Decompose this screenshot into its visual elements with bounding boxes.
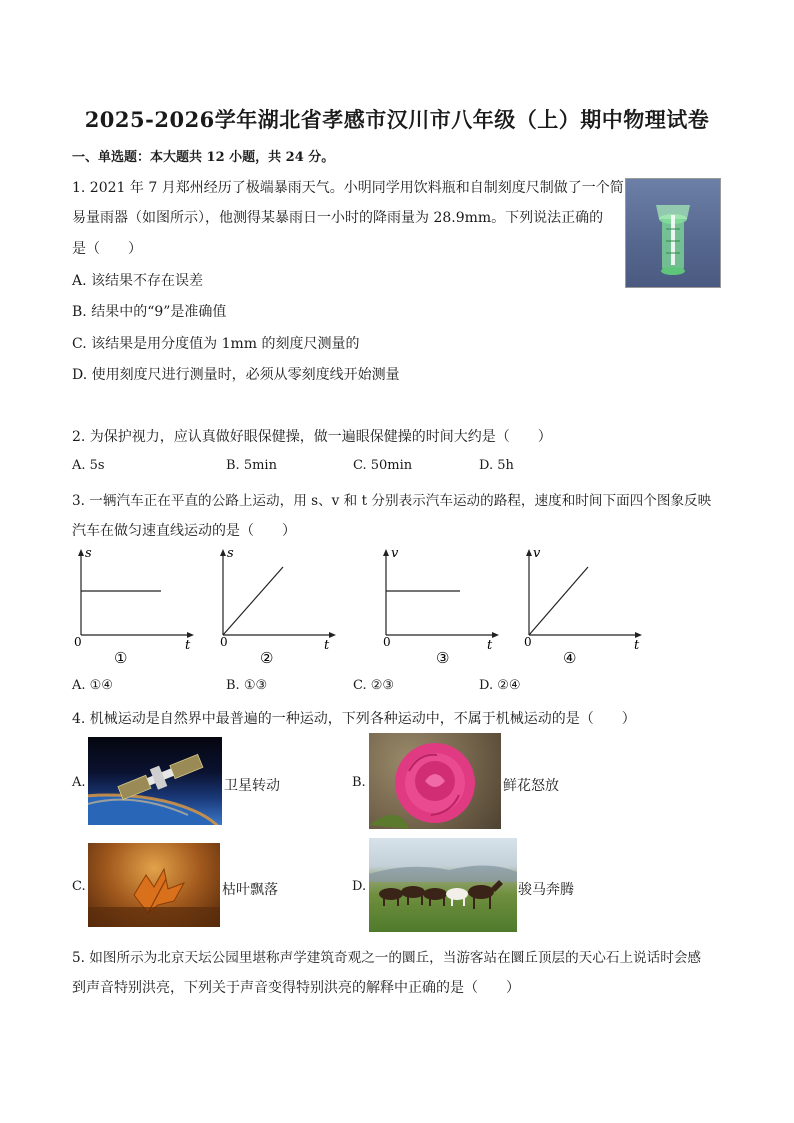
graph-1-x-label: t xyxy=(185,638,191,653)
flower-photo xyxy=(369,733,501,829)
q2-option-d: D. 5h xyxy=(479,458,514,473)
q3-option-c: C. ②③ xyxy=(353,678,395,693)
q2-option-a: A. 5s xyxy=(72,458,105,473)
q1-option-d: D. 使用刻度尺进行测量时，必须从零刻度线开始测量 xyxy=(72,367,400,383)
q3-stem-line1: 3. 一辆汽车正在平直的公路上运动，用 s、v 和 t 分别表示汽车运动的路程，速度和时间下面四个图象反映 xyxy=(72,493,712,509)
q1-stem-line1: 1. 2021 年 7 月郑州经历了极端暴雨天气。小明同学用饮料瓶和自制刻度尺制做了一个简 xyxy=(72,180,624,196)
graph-2-y-label: s xyxy=(227,546,234,561)
q5-stem-line2: 到声音特别洪亮，下列关于声音变得特别洪亮的解释中正确的是（ ） xyxy=(72,980,520,996)
graph-4-y-label: v xyxy=(533,546,541,561)
graph-3-caption: ③ xyxy=(436,649,450,667)
graph-4-vt-diagonal xyxy=(518,543,648,671)
graph-4-caption: ④ xyxy=(563,649,577,667)
q1-option-a: A. 该结果不存在误差 xyxy=(72,273,204,289)
q4-option-b-text: 鲜花怒放 xyxy=(503,778,559,794)
q2-option-c: C. 50min xyxy=(353,458,413,473)
graph-1-y-label: s xyxy=(85,546,92,561)
graph-4-origin: 0 xyxy=(524,635,532,649)
graph-3-x-label: t xyxy=(487,638,493,653)
q3-stem-line2: 汽车在做匀速直线运动的是（ ） xyxy=(72,523,296,539)
q4-stem: 4. 机械运动是自然界中最普遍的一种运动，下列各种运动中，不属于机械运动的是（ ） xyxy=(72,711,636,727)
q4-option-a-text: 卫星转动 xyxy=(224,778,280,794)
q2-option-b: B. 5min xyxy=(226,458,277,473)
graph-3-y-label: v xyxy=(391,546,399,561)
q3-option-d: D. ②④ xyxy=(479,678,521,693)
q4-option-d-letter: D. xyxy=(352,879,367,894)
graph-1-st-horizontal xyxy=(70,543,200,671)
leaf-photo xyxy=(88,843,220,927)
q1-option-b: B. 结果中的“9”是准确值 xyxy=(72,304,227,320)
q4-option-a-letter: A. xyxy=(72,775,86,790)
q2-stem: 2. 为保护视力，应认真做好眼保健操，做一遍眼保健操的时间大约是（ ） xyxy=(72,429,552,445)
q4-option-d-text: 骏马奔腾 xyxy=(518,882,574,898)
satellite-photo xyxy=(88,737,222,825)
q3-option-b: B. ①③ xyxy=(226,678,268,693)
section-heading: 一、单选题：本大题共 12 小题，共 24 分。 xyxy=(72,150,335,165)
graph-2-st-diagonal xyxy=(212,543,342,671)
rain-gauge-photo xyxy=(625,178,721,288)
q4-option-c-text: 枯叶飘落 xyxy=(222,882,278,898)
graph-1-caption: ① xyxy=(114,649,128,667)
horses-photo xyxy=(369,838,517,932)
graph-2-origin: 0 xyxy=(220,635,228,649)
graph-2-caption: ② xyxy=(260,649,274,667)
graph-3-vt-horizontal xyxy=(375,543,505,671)
q1-option-c: C. 该结果是用分度值为 1mm 的刻度尺测量的 xyxy=(72,336,360,352)
graph-1-origin: 0 xyxy=(74,635,82,649)
graph-2-x-label: t xyxy=(324,638,330,653)
q1-stem-line2: 易量雨器（如图所示），他测得某暴雨日一小时的降雨量为 28.9mm。下列说法正确的 xyxy=(72,210,604,226)
q4-option-c-letter: C. xyxy=(72,879,86,894)
q4-option-b-letter: B. xyxy=(352,775,366,790)
graph-4-x-label: t xyxy=(634,638,640,653)
q3-option-a: A. ①④ xyxy=(72,678,113,693)
q1-stem-line3: 是（ ） xyxy=(72,241,142,257)
page-title: 2025-2026学年湖北省孝感市汉川市八年级（上）期中物理试卷 xyxy=(84,107,710,132)
q5-stem-line1: 5. 如图所示为北京天坛公园里堪称声学建筑奇观之一的圜丘，当游客站在圜丘顶层的天心石上说话时会感 xyxy=(72,950,702,966)
graph-3-origin: 0 xyxy=(383,635,391,649)
